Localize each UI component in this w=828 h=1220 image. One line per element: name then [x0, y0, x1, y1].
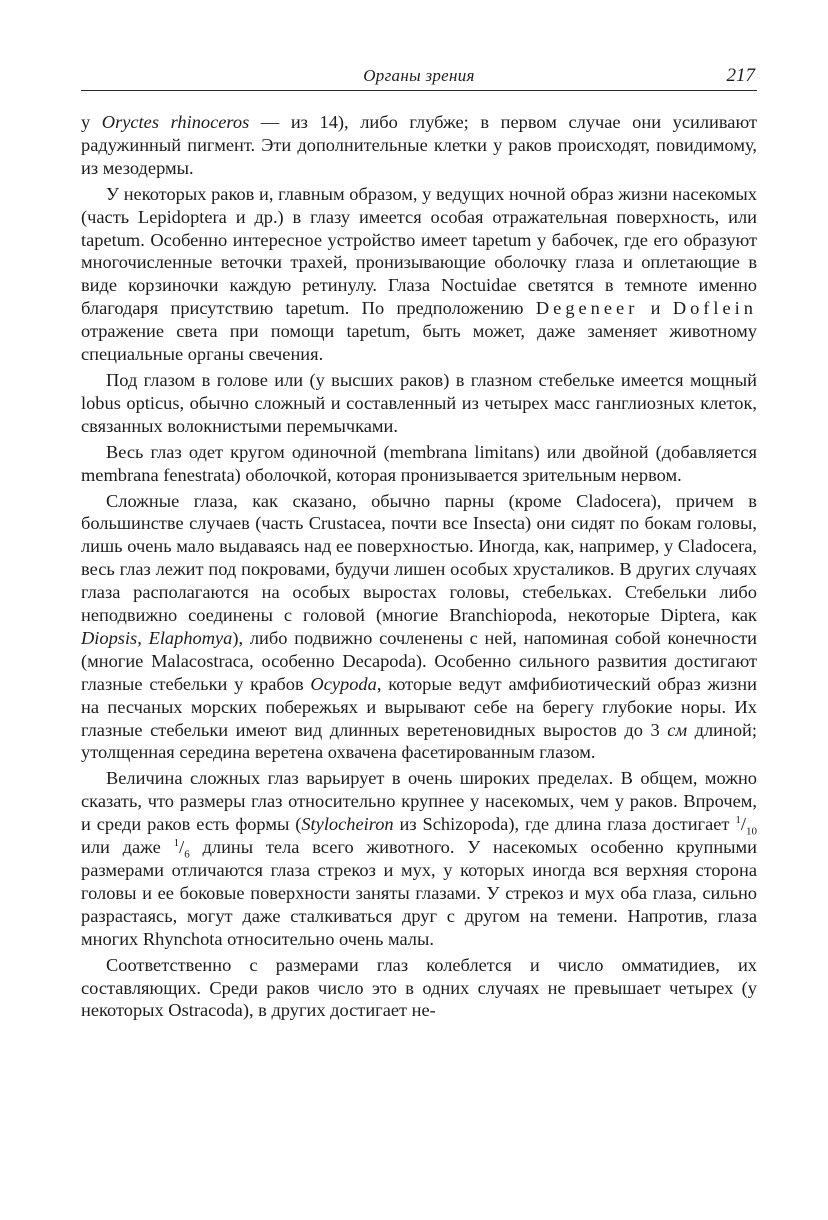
text-run: Весь глаз одет кругом одиночной (membrana limitans) или двойной (добавляется membrana fenestrata) оболочкой, которая пронизывается зрительным нервом. [81, 441, 757, 485]
running-title: Органы зрения [363, 66, 475, 85]
text-run: длиной; утолщенная середина веретена охвачена фасетированным глазом. [81, 719, 757, 763]
fraction: $^1/_{10}$ [735, 814, 757, 838]
italic-text: Oryctes rhinoceros [101, 112, 250, 132]
text-run: Сложные глаза, как сказано, обычно парны (кроме Cladocera), причем в большинстве случаев (часть Crustacea, почти все Insecta) они сидят по бокам головы, лишь очень мало выдаваясь над ее поверхностью. Иногда, как, например, у Cladocera, весь глаз лежит под покровами, будучи лишен особых хрусталиков. В других случаях глаза располагаются на особых выростах головы, стебельках. Стебельки либо неподвижно соединены с головой (многие Branchiopoda, некоторые Diptera, как [81, 490, 757, 626]
fraction-denominator: 10 [745, 825, 757, 838]
body-text [81, 111, 757, 1022]
text-run: — из 14), либо глубже; в первом случае они усиливают радужинный пигмент. Эти дополнительные клетки у раков происходят, повидимому, из мезодермы. [81, 112, 758, 178]
text-run: Соответственно с размерами глаз колеблется и число омматидиев, их составляющих. Среди раков число это в одних случаях не превышает четырех (у некоторых Ostracoda), в других достигает не- [81, 954, 757, 1021]
italic-text: Ocypoda [310, 673, 377, 694]
italic-text: Diopsis, Elaphomya [81, 627, 233, 648]
page-number: 217 [726, 65, 755, 86]
text-run: или даже [81, 837, 174, 858]
fraction-numerator: 1 [173, 836, 180, 849]
page [81, 64, 757, 1022]
paragraph [81, 111, 757, 180]
paragraph [81, 183, 757, 366]
text-run: Под глазом в голове или (у высших раков) в глазном стебельке имеется мощный lobus opticus, обычно сложный и составленный из четырех масс ганглиозных клеток, связанных волокнистыми перемычками. [81, 369, 757, 436]
fraction: $^1/_6$ [173, 836, 190, 861]
paragraph [81, 767, 757, 950]
paragraph [81, 954, 757, 1023]
page-header [81, 64, 757, 91]
text-run: Величина сложных глаз варьирует в очень широких пределах. В общем, можно сказать, что размеры глаз относительно крупнее у насекомых, чем у раков. Впрочем, и среди раков есть формы ( [81, 768, 757, 835]
text-run: из Schizopoda), где длина глаза достигает [393, 814, 736, 835]
spaced-author-name: Doflein [672, 298, 757, 319]
paragraph [81, 369, 757, 438]
italic-text: Stylocheiron [301, 814, 394, 835]
paragraph [81, 490, 757, 765]
italic-text: см [667, 719, 688, 740]
text-run: ), либо подвижно сочленены с ней, напоминая собой конечности (многие Malacostraca, особенно Decapoda). Особенно сильного развития достигают глазные стебельки у крабов [81, 627, 757, 694]
fraction-denominator: 6 [184, 848, 190, 861]
paragraph [81, 441, 757, 487]
fraction-numerator: 1 [735, 814, 741, 827]
text-run: длины тела всего животного. У насекомых особенно крупными размерами отличаются глаза стрекоз и мух, у которых иногда вся верхняя сторона головы и ее боковые поверхности заняты глазами. У стрекоз и мух оба глаза, сильно разрастаясь, могут даже сталкиваться друг с другом на темени. Напротив, глаза многих Rhynchota относительно очень малы. [81, 837, 758, 949]
text-run: У некоторых раков и, главным образом, у ведущих ночной образ жизни насекомых (часть Lepidoptera и др.) в глазу имеется особая отражательная поверхность, или tapetum. Особенно интересное устройство имеет tapetum у бабочек, где его образуют многочисленные веточки трахей, пронизывающие оболочку глаза и оплетающие в виде корзиночки каждую ретинулу. Глаза Noctuidae светятся в темноте именно благодаря присутствию tapetum. По предположению [81, 183, 757, 319]
text-run: отражение света при помощи tapetum, быть может, даже заменяет животному специальные органы свечения. [81, 321, 757, 365]
spaced-author-name: Degeneer [535, 298, 639, 319]
text-run: , которые ведут амфибиотический образ жизни на песчаных морских побережьях и вырывают себе на берегу глубокие норы. Их глазные стебельки имеют вид длинных веретеновидных выростов до 3 [81, 673, 757, 740]
text-run: у [81, 112, 102, 132]
text-run: и [638, 298, 673, 319]
